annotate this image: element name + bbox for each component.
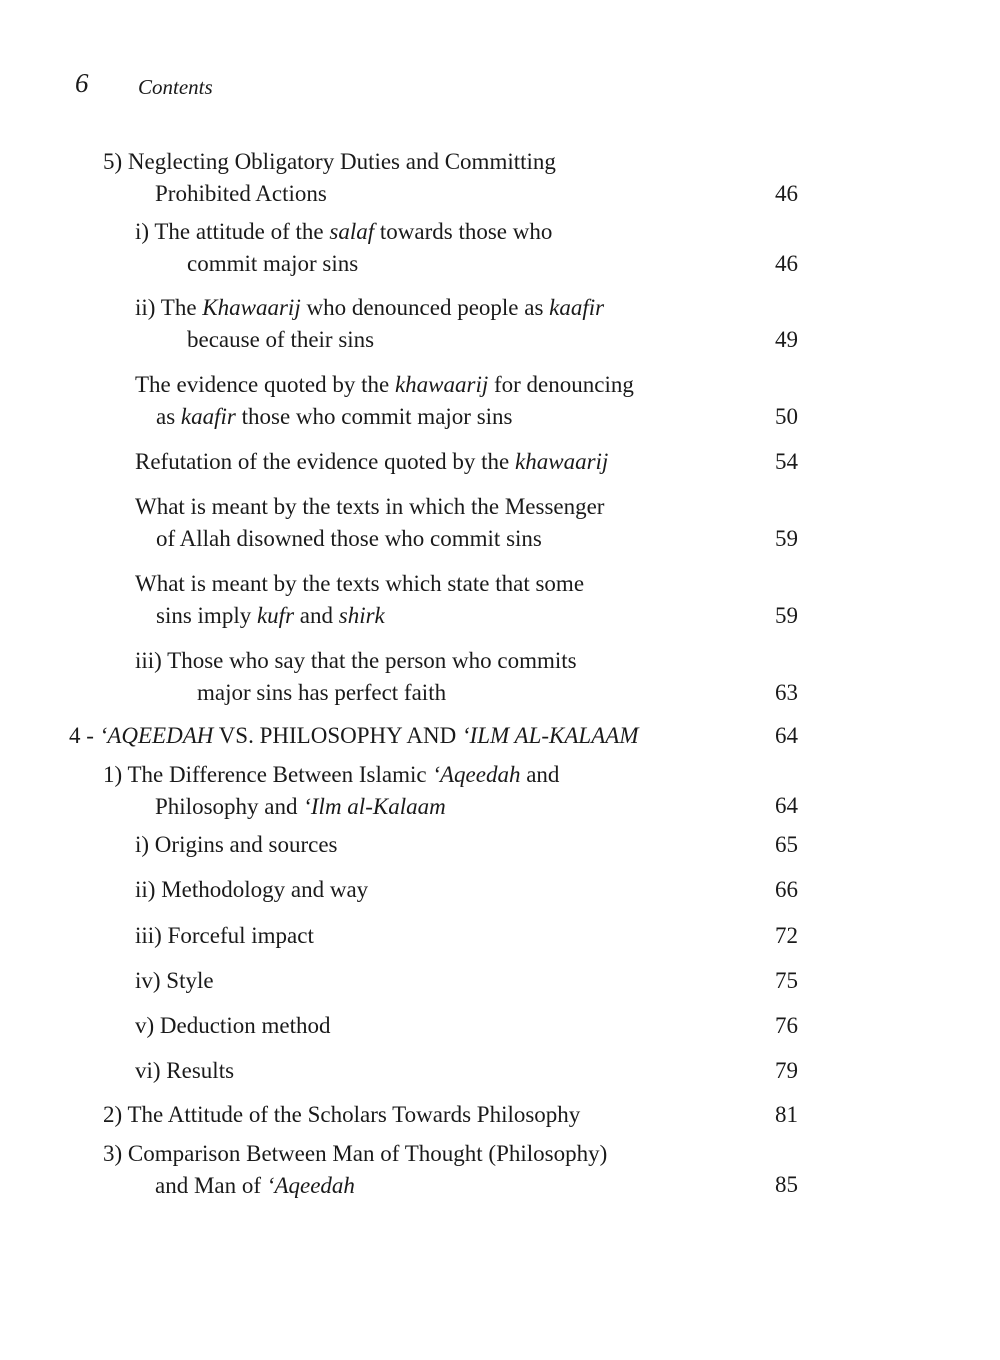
entry-line-2: Philosophy and ‘Ilm al-Kalaam bbox=[155, 794, 446, 819]
entry-line-1: iii) Forceful impact bbox=[135, 923, 314, 948]
page-number: 6 bbox=[75, 68, 89, 98]
toc-entry[interactable] bbox=[103, 146, 556, 210]
entry-page-number: 65 bbox=[775, 832, 798, 857]
entry-line-1: ii) The Khawaarij who denounced people as kaafir bbox=[135, 295, 605, 320]
entry-page-number: 75 bbox=[775, 968, 798, 993]
entry-line-1: v) Deduction method bbox=[135, 1013, 331, 1038]
entry-line-1: Refutation of the evidence quoted by the khawaarij bbox=[135, 449, 609, 474]
running-title: Contents bbox=[138, 75, 213, 99]
toc-entry[interactable] bbox=[135, 369, 634, 433]
toc-entry[interactable] bbox=[135, 446, 608, 478]
toc-entry[interactable] bbox=[135, 920, 314, 952]
entry-page-number: 76 bbox=[775, 1013, 798, 1038]
entry-line-1: iv) Style bbox=[135, 968, 214, 993]
entry-line-2: of Allah disowned those who commit sins bbox=[156, 526, 542, 551]
entry-page-number: 66 bbox=[775, 877, 798, 902]
toc-entry[interactable] bbox=[103, 1099, 580, 1131]
toc-entry[interactable] bbox=[135, 1055, 234, 1087]
entry-page-number: 59 bbox=[775, 603, 798, 628]
entry-line-1: ii) Methodology and way bbox=[135, 877, 369, 902]
entry-page-number: 64 bbox=[775, 793, 798, 818]
entry-line-2: as kaafir those who commit major sins bbox=[156, 404, 513, 429]
toc-entry[interactable] bbox=[135, 568, 584, 632]
toc-entry[interactable] bbox=[135, 874, 368, 906]
toc-entry[interactable] bbox=[135, 1010, 330, 1042]
entry-page-number: 46 bbox=[775, 251, 798, 276]
entry-line-1: i) Origins and sources bbox=[135, 832, 338, 857]
entry-line-1: 3) Comparison Between Man of Thought (Philosophy) bbox=[103, 1141, 608, 1166]
toc-entry[interactable] bbox=[135, 965, 214, 997]
entry-line-1: vi) Results bbox=[135, 1058, 235, 1083]
toc-entry[interactable] bbox=[135, 216, 552, 280]
entry-page-number: 50 bbox=[775, 404, 798, 429]
entry-line-1: What is meant by the texts which state that some bbox=[135, 571, 585, 596]
entry-line-2: because of their sins bbox=[187, 327, 375, 352]
entry-line-2: major sins has perfect faith bbox=[197, 680, 447, 705]
entry-line-1: 4 - ‘AQEEDAH VS. PHILOSOPHY AND ‘ILM AL-KALAAM bbox=[69, 723, 639, 748]
entry-line-1: 1) The Difference Between Islamic ‘Aqeedah and bbox=[103, 762, 560, 787]
entry-page-number: 54 bbox=[775, 449, 798, 474]
entry-page-number: 59 bbox=[775, 526, 798, 551]
entry-line-1: What is meant by the texts in which the Messenger bbox=[135, 494, 605, 519]
entry-line-2: commit major sins bbox=[187, 251, 359, 276]
entry-page-number: 64 bbox=[775, 723, 798, 748]
entry-page-number: 85 bbox=[775, 1172, 798, 1197]
toc-entry[interactable] bbox=[135, 491, 604, 555]
entry-page-number: 81 bbox=[775, 1102, 798, 1127]
entry-page-number: 49 bbox=[775, 327, 798, 352]
entry-line-2: and Man of ‘Aqeedah bbox=[155, 1173, 355, 1198]
entry-page-number: 46 bbox=[775, 181, 798, 206]
entry-page-number: 79 bbox=[775, 1058, 798, 1083]
entry-line-1: 5) Neglecting Obligatory Duties and Committing bbox=[103, 149, 556, 174]
toc-chapter-heading[interactable] bbox=[69, 720, 638, 752]
toc-entry[interactable] bbox=[103, 759, 559, 823]
entry-page-number: 63 bbox=[775, 680, 798, 705]
entry-line-1: The evidence quoted by the khawaarij for denouncing bbox=[135, 372, 634, 397]
entry-line-1: i) The attitude of the salaf towards those who bbox=[135, 219, 553, 244]
toc-entry[interactable] bbox=[103, 1138, 607, 1202]
entry-line-1: iii) Those who say that the person who commits bbox=[135, 648, 577, 673]
toc-entry[interactable] bbox=[135, 292, 604, 356]
entry-line-2: sins imply kufr and shirk bbox=[156, 603, 385, 628]
entry-line-1: 2) The Attitude of the Scholars Towards Philosophy bbox=[103, 1102, 581, 1127]
toc-entry[interactable] bbox=[135, 645, 577, 709]
toc-entry[interactable] bbox=[135, 829, 338, 861]
entry-line-2: Prohibited Actions bbox=[155, 181, 327, 206]
entry-page-number: 72 bbox=[775, 923, 798, 948]
